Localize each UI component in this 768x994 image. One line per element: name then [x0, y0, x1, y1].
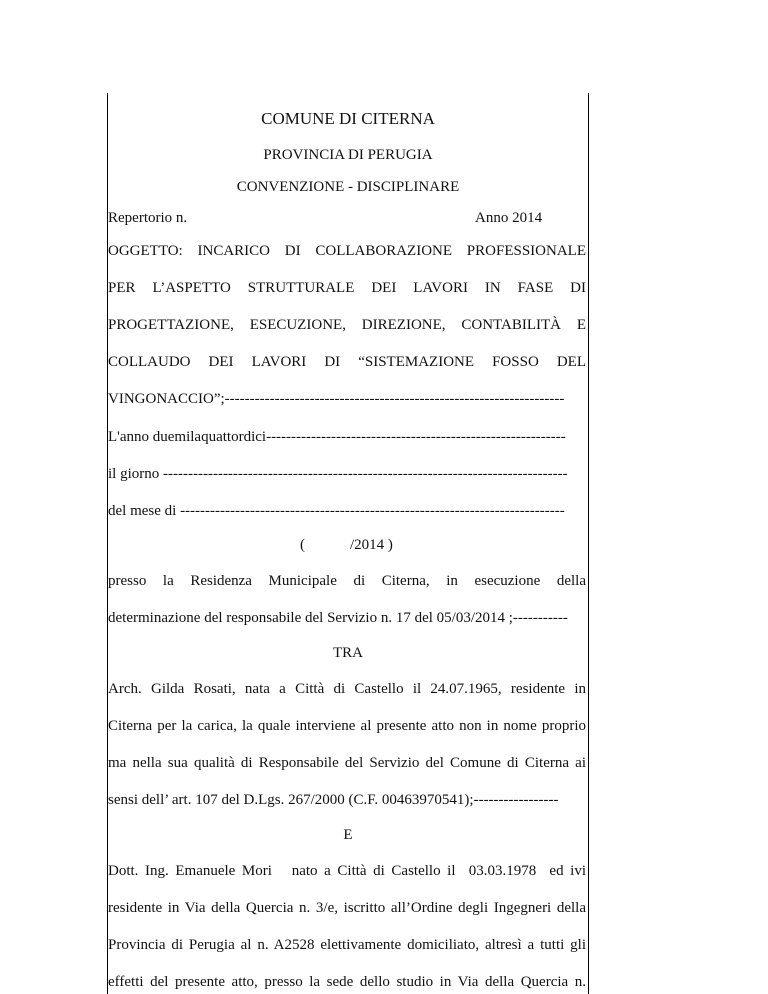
presso-line-1: presso la Residenza Municipale di Citerna, in esecuzione della: [108, 573, 586, 589]
e-heading: E: [343, 827, 353, 843]
left-margin-rule: [107, 93, 108, 994]
oggetto-line-2: PER L’ASPETTO STRUTTURALE DEI LAVORI IN FASE DI: [108, 280, 586, 296]
oggetto-line-1: OGGETTO: INCARICO DI COLLABORAZIONE PROFESSIONALE: [108, 243, 586, 259]
giorno-line: il giorno ---------------------------------------------------------------------------------: [108, 466, 568, 482]
date-paren: ( /2014 ): [300, 537, 393, 553]
oggetto-line-4: COLLAUDO DEI LAVORI DI “SISTEMAZIONE FOSSO DEL: [108, 354, 586, 370]
anno-line: L'anno duemilaquattordici------------------------------------------------------------: [108, 429, 566, 445]
tra-heading: TRA: [333, 645, 363, 661]
mori-line-1: Dott. Ing. Emanuele Mori nato a Città di Castello il 03.03.1978 ed ivi: [108, 863, 586, 879]
mese-line: del mese di -----------------------------------------------------------------------------: [108, 503, 565, 519]
rosati-line-4: sensi dell’ art. 107 del D.Lgs. 267/2000 (C.F. 00463970541);-----------------: [108, 792, 559, 808]
rosati-line-1: Arch. Gilda Rosati, nata a Città di Castello il 24.07.1965, residente in: [108, 681, 586, 697]
repertorio-label: Repertorio n.: [108, 210, 188, 226]
repertorio-year: Anno 2014: [475, 210, 543, 226]
commune-title: COMUNE DI CITERNA: [261, 109, 435, 128]
rosati-line-3: ma nella sua qualità di Responsabile del Servizio del Comune di Citerna ai: [108, 755, 586, 771]
oggetto-line-5: VINGONACCIO”;--------------------------------------------------------------------: [108, 391, 565, 407]
rosati-line-2: Citerna per la carica, la quale interviene al presente atto non in nome proprio: [108, 718, 586, 734]
mori-line-3: Provincia di Perugia al n. A2528 elettivamente domiciliato, altresì a tutti gli: [108, 937, 586, 953]
presso-line-2: determinazione del responsabile del Servizio n. 17 del 05/03/2014 ;-----------: [108, 610, 568, 626]
right-margin-rule: [588, 93, 589, 994]
mori-line-4: effetti del presente atto, presso la sede dello studio in Via della Quercia n.: [108, 974, 586, 990]
document-type: CONVENZIONE - DISCIPLINARE: [236, 179, 460, 195]
oggetto-line-3: PROGETTAZIONE, ESECUZIONE, DIREZIONE, CONTABILITÀ E: [108, 317, 586, 333]
mori-line-2: residente in Via della Quercia n. 3/e, iscritto all’Ordine degli Ingegneri della: [108, 900, 586, 916]
province-subtitle: PROVINCIA DI PERUGIA: [263, 147, 433, 163]
